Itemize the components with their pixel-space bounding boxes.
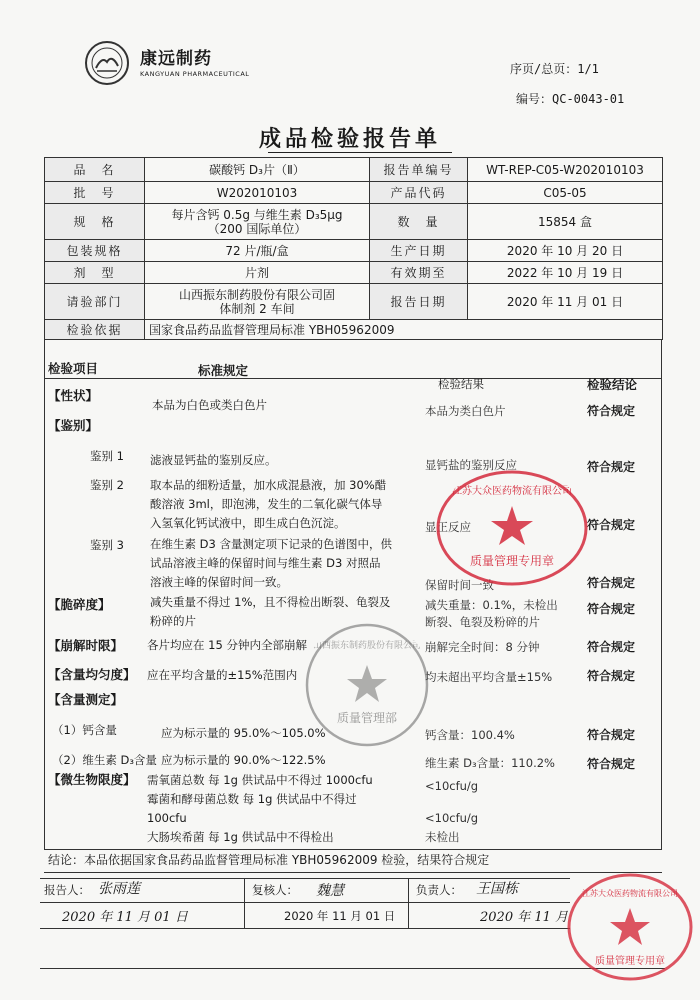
result-microbial-line2: <10cfu/g xyxy=(425,811,479,825)
std-microbial-line4: 大肠埃希菌 每 1g 供试品中不得检出 xyxy=(147,830,334,844)
product-name: 碳酸钙 D₃片（Ⅱ） xyxy=(145,158,370,182)
std-uniformity: 应在平均含量的±15%范围内 xyxy=(147,668,298,682)
item-id3: 鉴别 3 xyxy=(90,538,124,552)
std-id2-line1: 取本品的细粉适量，加水成混悬液，加 30%醋 xyxy=(150,478,387,492)
result-id1: 显钙盐的鉴别反应 xyxy=(425,458,517,472)
result-friability-line1: 减失重量：0.1%，未检出 xyxy=(425,598,558,612)
col-std-header: 标准规定 xyxy=(198,363,249,378)
spec-label: 规 格 xyxy=(45,204,145,240)
item-uniformity: 【含量均匀度】 xyxy=(48,667,136,682)
concl-id1: 符合规定 xyxy=(587,460,636,474)
item-calcium: （1）钙含量 xyxy=(52,723,117,737)
company-name-cn: 康远制药 xyxy=(140,49,212,69)
logistics-quality-stamp-2 xyxy=(566,872,694,982)
std-friability-line2: 粉碎的片 xyxy=(150,614,196,628)
title-underline xyxy=(268,152,452,153)
approver-label: 负责人： xyxy=(416,883,462,897)
reporter-signature: 张雨莲 xyxy=(98,881,140,897)
result-id2: 显正反应 xyxy=(425,520,471,534)
result-disintegration: 崩解完全时间：8 分钟 xyxy=(425,640,540,654)
pack-spec: 72 片/瓶/盒 xyxy=(145,240,370,262)
result-id3: 保留时间一致 xyxy=(425,578,494,592)
exp-label: 有效期至 xyxy=(370,262,468,284)
logistics-stamp-subtext: 质量管理专用章 xyxy=(469,554,555,568)
sig-bottom-border xyxy=(40,928,570,929)
dept-value xyxy=(145,284,370,320)
result-microbial-line1: <10cfu/g xyxy=(425,779,479,793)
spec-line-1: 每片含钙 0.5g 与维生素 D₃5μg xyxy=(171,207,343,222)
manufacturer-stamp-subtext: 质量管理部 xyxy=(336,711,398,725)
document-number: 编号：QC-0043-01 xyxy=(516,92,625,106)
frame-left xyxy=(44,339,45,849)
logistics-stamp2-subtext: 质量管理专用章 xyxy=(595,956,665,967)
manufacturer-quality-stamp xyxy=(302,620,432,750)
reviewer-label: 复核人： xyxy=(252,883,298,897)
batch-no: W202010103 xyxy=(145,182,370,204)
basis-label: 检验依据 xyxy=(45,320,145,340)
spec-value xyxy=(145,204,370,240)
std-id3-line1: 在维生素 D3 含量测定项下记录的色谱图中，供 xyxy=(150,537,392,551)
code-label: 产品代码 xyxy=(370,182,468,204)
sig-divider-2 xyxy=(408,878,409,928)
reviewer-date: 2020 年 11 月 01 日 xyxy=(284,909,396,923)
result-microbial-line3: 未检出 xyxy=(425,830,460,844)
basis-value: 国家食品药品监督管理局标准 YBH05962009 xyxy=(145,320,663,340)
expiry-date: 2022 年 10 月 19 日 xyxy=(468,262,663,284)
concl-appearance: 符合规定 xyxy=(587,404,636,418)
item-assay: 【含量测定】 xyxy=(48,692,124,707)
concl-calcium: 符合规定 xyxy=(587,728,636,742)
result-calcium: 钙含量：100.4% xyxy=(425,728,515,742)
dept-line-1: 山西振东制药股份有限公司固 xyxy=(178,287,335,302)
result-appearance: 本品为类白色片 xyxy=(425,404,506,418)
dept-label: 请验部门 xyxy=(45,284,145,320)
pack-label: 包装规格 xyxy=(45,240,145,262)
result-friability-line2: 断裂、龟裂及粉碎的片 xyxy=(425,615,540,629)
conclusion-bottom-border xyxy=(44,872,662,873)
std-id1: 滤液显钙盐的鉴别反应。 xyxy=(150,453,277,467)
item-appearance: 【性状】 xyxy=(48,388,99,403)
item-id1: 鉴别 1 xyxy=(90,449,124,463)
item-disintegration: 【崩解时限】 xyxy=(48,638,124,653)
item-id2: 鉴别 2 xyxy=(90,478,124,492)
concl-vitd3: 符合规定 xyxy=(587,757,636,771)
spec-line-2: （200 国际单位） xyxy=(207,221,307,236)
std-appearance: 本品为白色或类白色片 xyxy=(152,398,267,412)
product-info-table xyxy=(44,157,663,340)
item-friability: 【脆碎度】 xyxy=(48,597,111,612)
col-item-header: 检验项目 xyxy=(48,361,99,376)
col-conclusion-header: 检验结论 xyxy=(587,377,638,392)
item-vitd3: （2）维生素 D₃含量 xyxy=(52,753,157,767)
result-uniformity: 均未超出平均含量±15% xyxy=(425,670,553,684)
std-microbial-line1: 需氧菌总数 每 1g 供试品中不得过 1000cfu xyxy=(147,773,373,787)
quantity: 15854 盒 xyxy=(468,204,663,240)
std-vitd3: 应为标示量的 90.0%～122.5% xyxy=(161,753,326,767)
frame-right xyxy=(661,339,662,849)
product-label: 品 名 xyxy=(45,158,145,182)
item-microbial: 【微生物限度】 xyxy=(48,772,136,787)
reporter-date: 2020 年 11 月 01 日 xyxy=(62,910,188,925)
std-calcium: 应为标示量的 95.0%～105.0% xyxy=(161,726,326,740)
std-id2-line2: 酸溶液 3ml，即泡沸，发生的二氧化碳气体导 xyxy=(150,497,383,511)
page-info: 序页/总页：1/1 xyxy=(510,62,599,76)
logistics-stamp-text: 江苏大众医药物流有限公司 xyxy=(452,486,572,497)
logistics-stamp2-text: 江苏大众医药物流有限公司 xyxy=(582,889,678,898)
header-divider xyxy=(44,378,662,379)
sig-divider-1 xyxy=(244,878,245,928)
conclusion-top-border xyxy=(44,849,662,850)
approver-date: 2020 年 11 月 xyxy=(480,910,569,925)
reviewer-signature: 魏慧 xyxy=(316,883,344,899)
concl-friability: 符合规定 xyxy=(587,602,636,616)
form-label: 剂 型 xyxy=(45,262,145,284)
bottom-rule xyxy=(40,968,665,969)
item-identification: 【鉴别】 xyxy=(48,418,99,433)
report-no-label: 报告单编号 xyxy=(370,158,468,182)
std-disintegration: 各片均应在 15 分钟内全部崩解 xyxy=(147,638,307,652)
company-logo xyxy=(84,40,130,86)
dept-line-2: 体制剂 2 车间 xyxy=(219,301,295,316)
overall-conclusion: 结论：本品依据国家食品药品监督管理局标准 YBH05962009 检验，结果符合规定 xyxy=(48,853,490,867)
reporter-label: 报告人： xyxy=(44,883,90,897)
result-vitd3: 维生素 D₃含量：110.2% xyxy=(425,756,555,770)
qty-label: 数 量 xyxy=(370,204,468,240)
approver-signature: 王国栋 xyxy=(476,881,518,897)
dosage-form: 片剂 xyxy=(145,262,370,284)
company-name-en: KANGYUAN PHARMACEUTICAL xyxy=(140,70,250,78)
report-date-label: 报告日期 xyxy=(370,284,468,320)
concl-disintegration: 符合规定 xyxy=(587,640,636,654)
col-result-header: 检验结果 xyxy=(438,377,484,391)
concl-uniformity: 符合规定 xyxy=(587,669,636,683)
std-id3-line3: 溶液主峰的保留时间一致。 xyxy=(150,575,288,589)
std-friability-line1: 减失重量不得过 1%，且不得检出断裂、龟裂及 xyxy=(150,595,391,609)
mfg-date: 2020 年 10 月 20 日 xyxy=(468,240,663,262)
std-id2-line3: 入氢氧化钙试液中，即生成白色沉淀。 xyxy=(150,516,346,530)
product-code: C05-05 xyxy=(468,182,663,204)
report-no: WT-REP-C05-W202010103 xyxy=(468,158,663,182)
report-title: 成品检验报告单 xyxy=(258,126,441,152)
concl-id3: 符合规定 xyxy=(587,576,636,590)
report-date: 2020 年 11 月 01 日 xyxy=(468,284,663,320)
std-microbial-line2: 霉菌和酵母菌总数 每 1g 供试品中不得过 xyxy=(147,792,357,806)
std-microbial-line3: 100cfu xyxy=(147,811,187,825)
logistics-quality-stamp xyxy=(435,468,590,588)
std-id3-line2: 试品溶液主峰的保留时间与维生素 D3 对照品 xyxy=(150,556,381,570)
concl-id2: 符合规定 xyxy=(587,518,636,532)
manufacturer-stamp-text: 山西振东制药股份有限公司 xyxy=(312,641,422,651)
batch-label: 批 号 xyxy=(45,182,145,204)
sig-mid-border xyxy=(40,902,570,903)
mfg-label: 生产日期 xyxy=(370,240,468,262)
